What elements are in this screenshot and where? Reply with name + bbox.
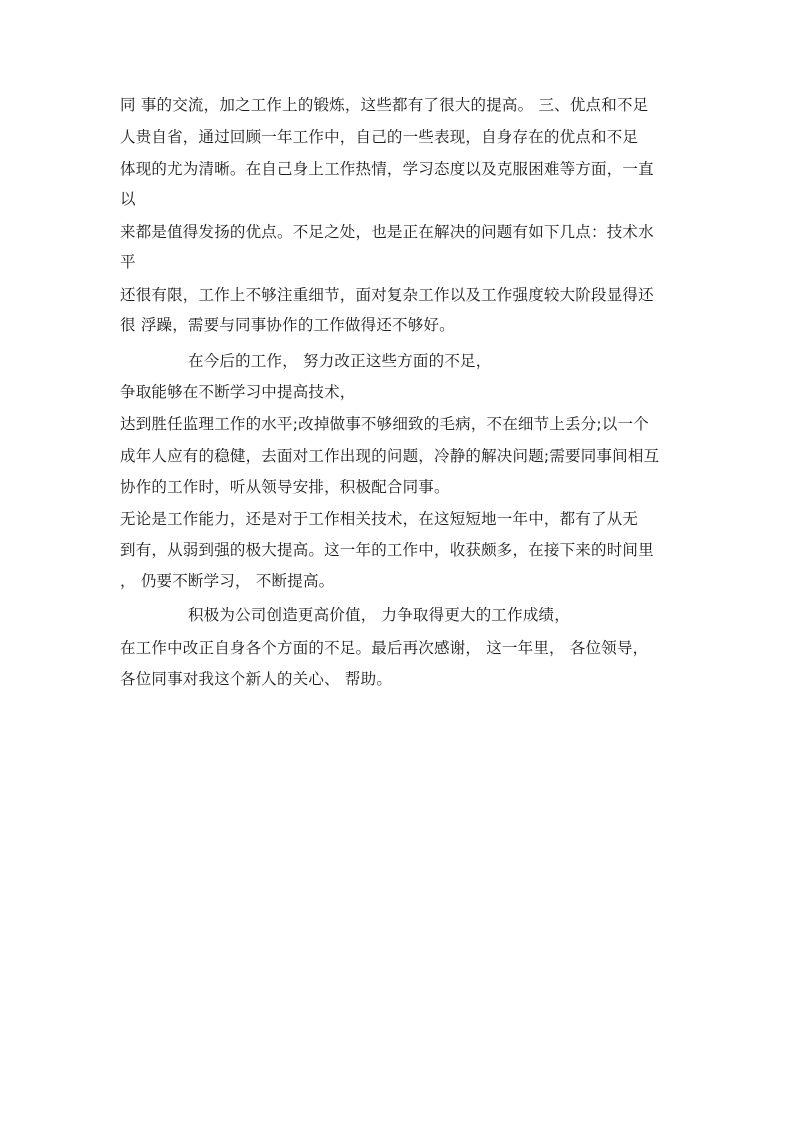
text-line-17: 积极为公司创造更高价值， 力争取得更大的工作成绩， <box>188 606 570 624</box>
text-line-12: 成年人应有的稳健，去面对工作出现的问题，冷静的解决问题;需要同事间相互 <box>120 447 660 465</box>
text-line-1: 同 事的交流，加之工作上的锻炼，这些都有了很大的提高。 三、优点和不足 <box>120 96 649 114</box>
text-line-13: 协作的工作时，听从领导安排，积极配合同事。 <box>120 478 450 496</box>
text-line-5: 来都是值得发扬的优点。不足之处，也是正在解决的问题有如下几点：技术水 <box>120 223 654 241</box>
text-line-19: 各位同事对我这个新人的关心、 帮助。 <box>120 670 393 688</box>
text-line-16: ， 仍要不断学习， 不断提高。 <box>120 572 335 590</box>
text-line-6: 平 <box>120 253 136 271</box>
text-line-7: 还很有限，工作上不够注重细节，面对复杂工作以及工作强度较大阶段显得还 <box>120 286 654 304</box>
text-line-18: 在工作中改正自身各个方面的不足。最后再次感谢， 这一年里， 各位领导， <box>120 639 649 657</box>
text-line-4: 以 <box>120 190 136 208</box>
text-line-11: 达到胜任监理工作的水平;改掉做事不够细致的毛病，不在细节上丢分;以一个 <box>120 415 649 433</box>
text-line-2: 人贵自省，通过回顾一年工作中，自己的一些表现，自身存在的优点和不足 <box>120 128 639 146</box>
text-line-9: 在今后的工作， 努力改正这些方面的不足， <box>188 352 492 370</box>
text-line-10: 争取能够在不断学习中提高技术， <box>120 383 356 401</box>
text-line-14: 无论是工作能力，还是对于工作相关技术，在这短短地一年中，都有了从无 <box>120 510 639 528</box>
text-line-8: 很 浮躁，需要与同事协作的工作做得还不够好。 <box>120 316 455 334</box>
text-line-15: 到有，从弱到强的极大提高。这一年的工作中，收获颇多，在接下来的时间里 <box>120 541 654 559</box>
text-line-3: 体现的尤为清晰。在自己身上工作热情，学习态度以及克服困难等方面，一直 <box>120 160 654 178</box>
